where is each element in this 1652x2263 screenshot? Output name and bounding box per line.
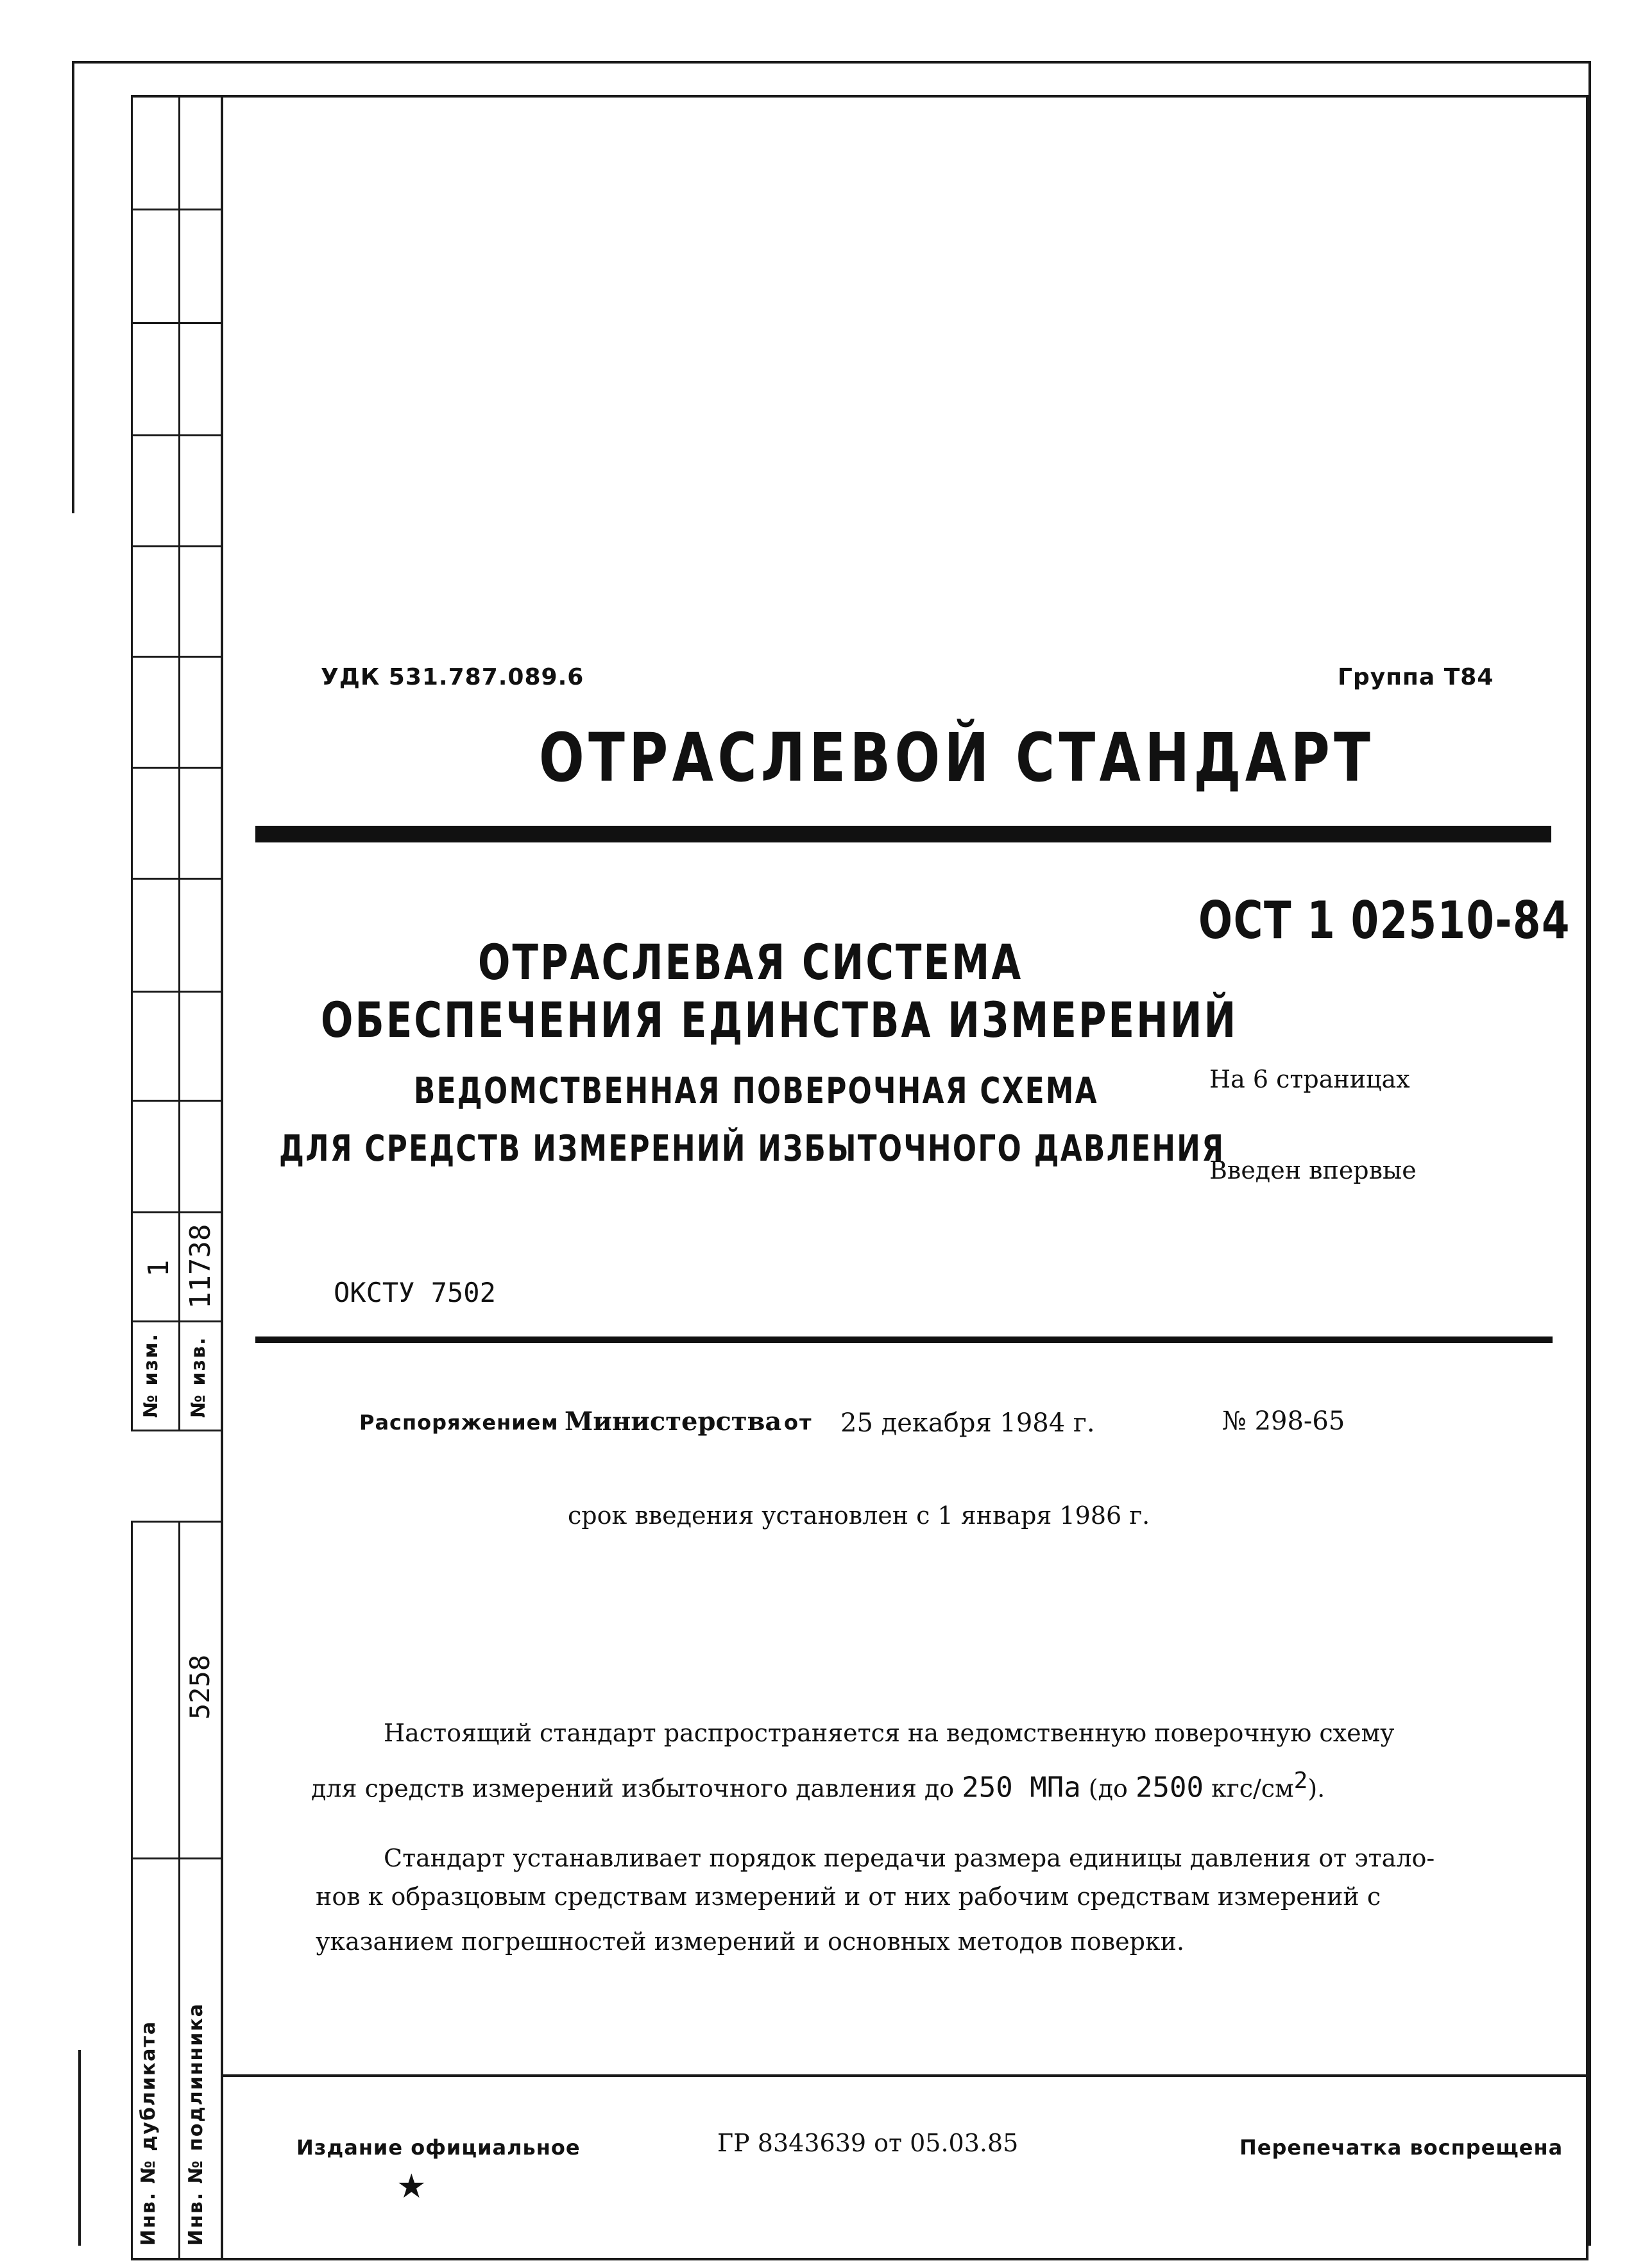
paragraph-1-end: ). <box>1307 1774 1325 1803</box>
side-row-divider <box>131 1857 222 1859</box>
duplicate-inventory-label: Инв. № дубликата <box>137 2020 160 2246</box>
side-row-divider <box>131 434 222 436</box>
paragraph-2-line-1: Стандарт устанавливает порядок передачи размера единицы давления от этало- <box>384 1844 1435 1872</box>
reprint-prohibited: Перепечатка воспрещена <box>1239 2135 1563 2160</box>
paragraph-1-text: для средств измерений избыточного давления до <box>311 1774 955 1803</box>
pressure-value-mpa: 250 МПа <box>962 1771 1081 1804</box>
group-code: Группа Т84 <box>1338 664 1494 690</box>
side-row-divider <box>131 1100 222 1102</box>
subtitle-line1: ВЕДОМСТВЕННАЯ ПОВЕРОЧНАЯ СХЕМА <box>414 1070 1098 1112</box>
side-row-divider <box>131 1211 222 1213</box>
registration-number: ГР 8343639 от 05.03.85 <box>717 2129 1019 2157</box>
inner-frame-left <box>221 95 223 2260</box>
oksty-code: ОКСТУ 7502 <box>334 1277 496 1308</box>
side-row-divider <box>131 1521 222 1523</box>
effective-date: срок введения установлен с 1 января 1986 г. <box>568 1501 1150 1530</box>
inner-frame-top <box>131 95 1587 98</box>
order-label: Распоряжением <box>359 1410 559 1435</box>
official-edition: Издание официальное <box>296 2135 581 2160</box>
order-number: № 298-65 <box>1222 1406 1345 1436</box>
star-icon: ★ <box>396 2167 427 2206</box>
side-row-divider <box>131 1430 222 1431</box>
order-date: 25 декабря 1984 г. <box>840 1408 1095 1438</box>
unit-superscript: 2 <box>1293 1768 1308 1794</box>
system-title-line1: ОТРАСЛЕВАЯ СИСТЕМА <box>478 934 1023 991</box>
outer-frame-left-lower <box>78 2050 81 2246</box>
paragraph-1-line-1: Настоящий стандарт распространяется на ведомственную поверочную схему <box>384 1719 1395 1747</box>
oksty-rule <box>255 1336 1553 1343</box>
side-row-divider <box>131 991 222 993</box>
ministry-label: Министерства <box>565 1406 782 1437</box>
udk-code: УДК 531.787.089.6 <box>321 664 584 690</box>
standard-number: ОСТ 1 02510-84 <box>1198 891 1571 950</box>
paragraph-1-line-2 <box>311 1758 1325 1812</box>
outer-frame-left-upper <box>72 61 74 513</box>
pressure-unit: кгс/см <box>1211 1774 1294 1803</box>
order-from: от <box>784 1410 813 1435</box>
page-title: ОТРАСЛЕВОЙ СТАНДАРТ <box>539 719 1375 797</box>
side-row-divider <box>131 545 222 547</box>
side-row-divider <box>131 767 222 769</box>
subtitle-line2: ДЛЯ СРЕДСТВ ИЗМЕРЕНИЙ ИЗБЫТОЧНОГО ДАВЛЕНИЯ <box>279 1128 1225 1170</box>
introduced-note: Введен впервые <box>1209 1156 1417 1184</box>
side-row-divider <box>131 1320 222 1322</box>
footer-divider <box>221 2074 1588 2077</box>
inner-frame-right <box>1586 95 1588 2260</box>
notice-number-label: № изв. <box>187 1336 210 1418</box>
paragraph-1-paren: (до <box>1088 1774 1128 1803</box>
change-number-value: 1 <box>142 1260 175 1277</box>
side-col-left-lower <box>131 1521 133 2259</box>
page-count: На 6 страницах <box>1209 1065 1410 1093</box>
system-title-line2: ОБЕСПЕЧЕНИЯ ЕДИНСТВА ИЗМЕРЕНИЙ <box>321 991 1238 1048</box>
original-inventory-label: Инв. № подлинника <box>185 2003 207 2246</box>
outer-frame-right <box>1588 61 1591 2246</box>
original-inventory-value: 5258 <box>184 1654 216 1720</box>
title-rule <box>255 826 1551 842</box>
inner-frame-bottom <box>131 2258 1588 2260</box>
paragraph-2-line-2: нов к образцовым средствам измерений и от них рабочим средствам измерений с <box>316 1883 1381 1911</box>
side-col-mid-upper <box>178 95 180 1430</box>
side-row-divider <box>131 878 222 880</box>
side-row-divider <box>131 322 222 324</box>
paragraph-2-line-3: указанием погрешностей измерений и основных методов поверки. <box>316 1927 1185 1956</box>
side-row-divider <box>131 656 222 658</box>
pressure-value-kgf: 2500 <box>1136 1771 1204 1804</box>
outer-frame-top <box>72 61 1590 64</box>
change-number-label: № изм. <box>140 1333 162 1418</box>
side-row-divider <box>131 209 222 210</box>
side-col-mid-lower <box>178 1521 180 2259</box>
side-col-left-upper <box>131 95 133 1430</box>
notice-number-value: 11738 <box>184 1224 217 1309</box>
